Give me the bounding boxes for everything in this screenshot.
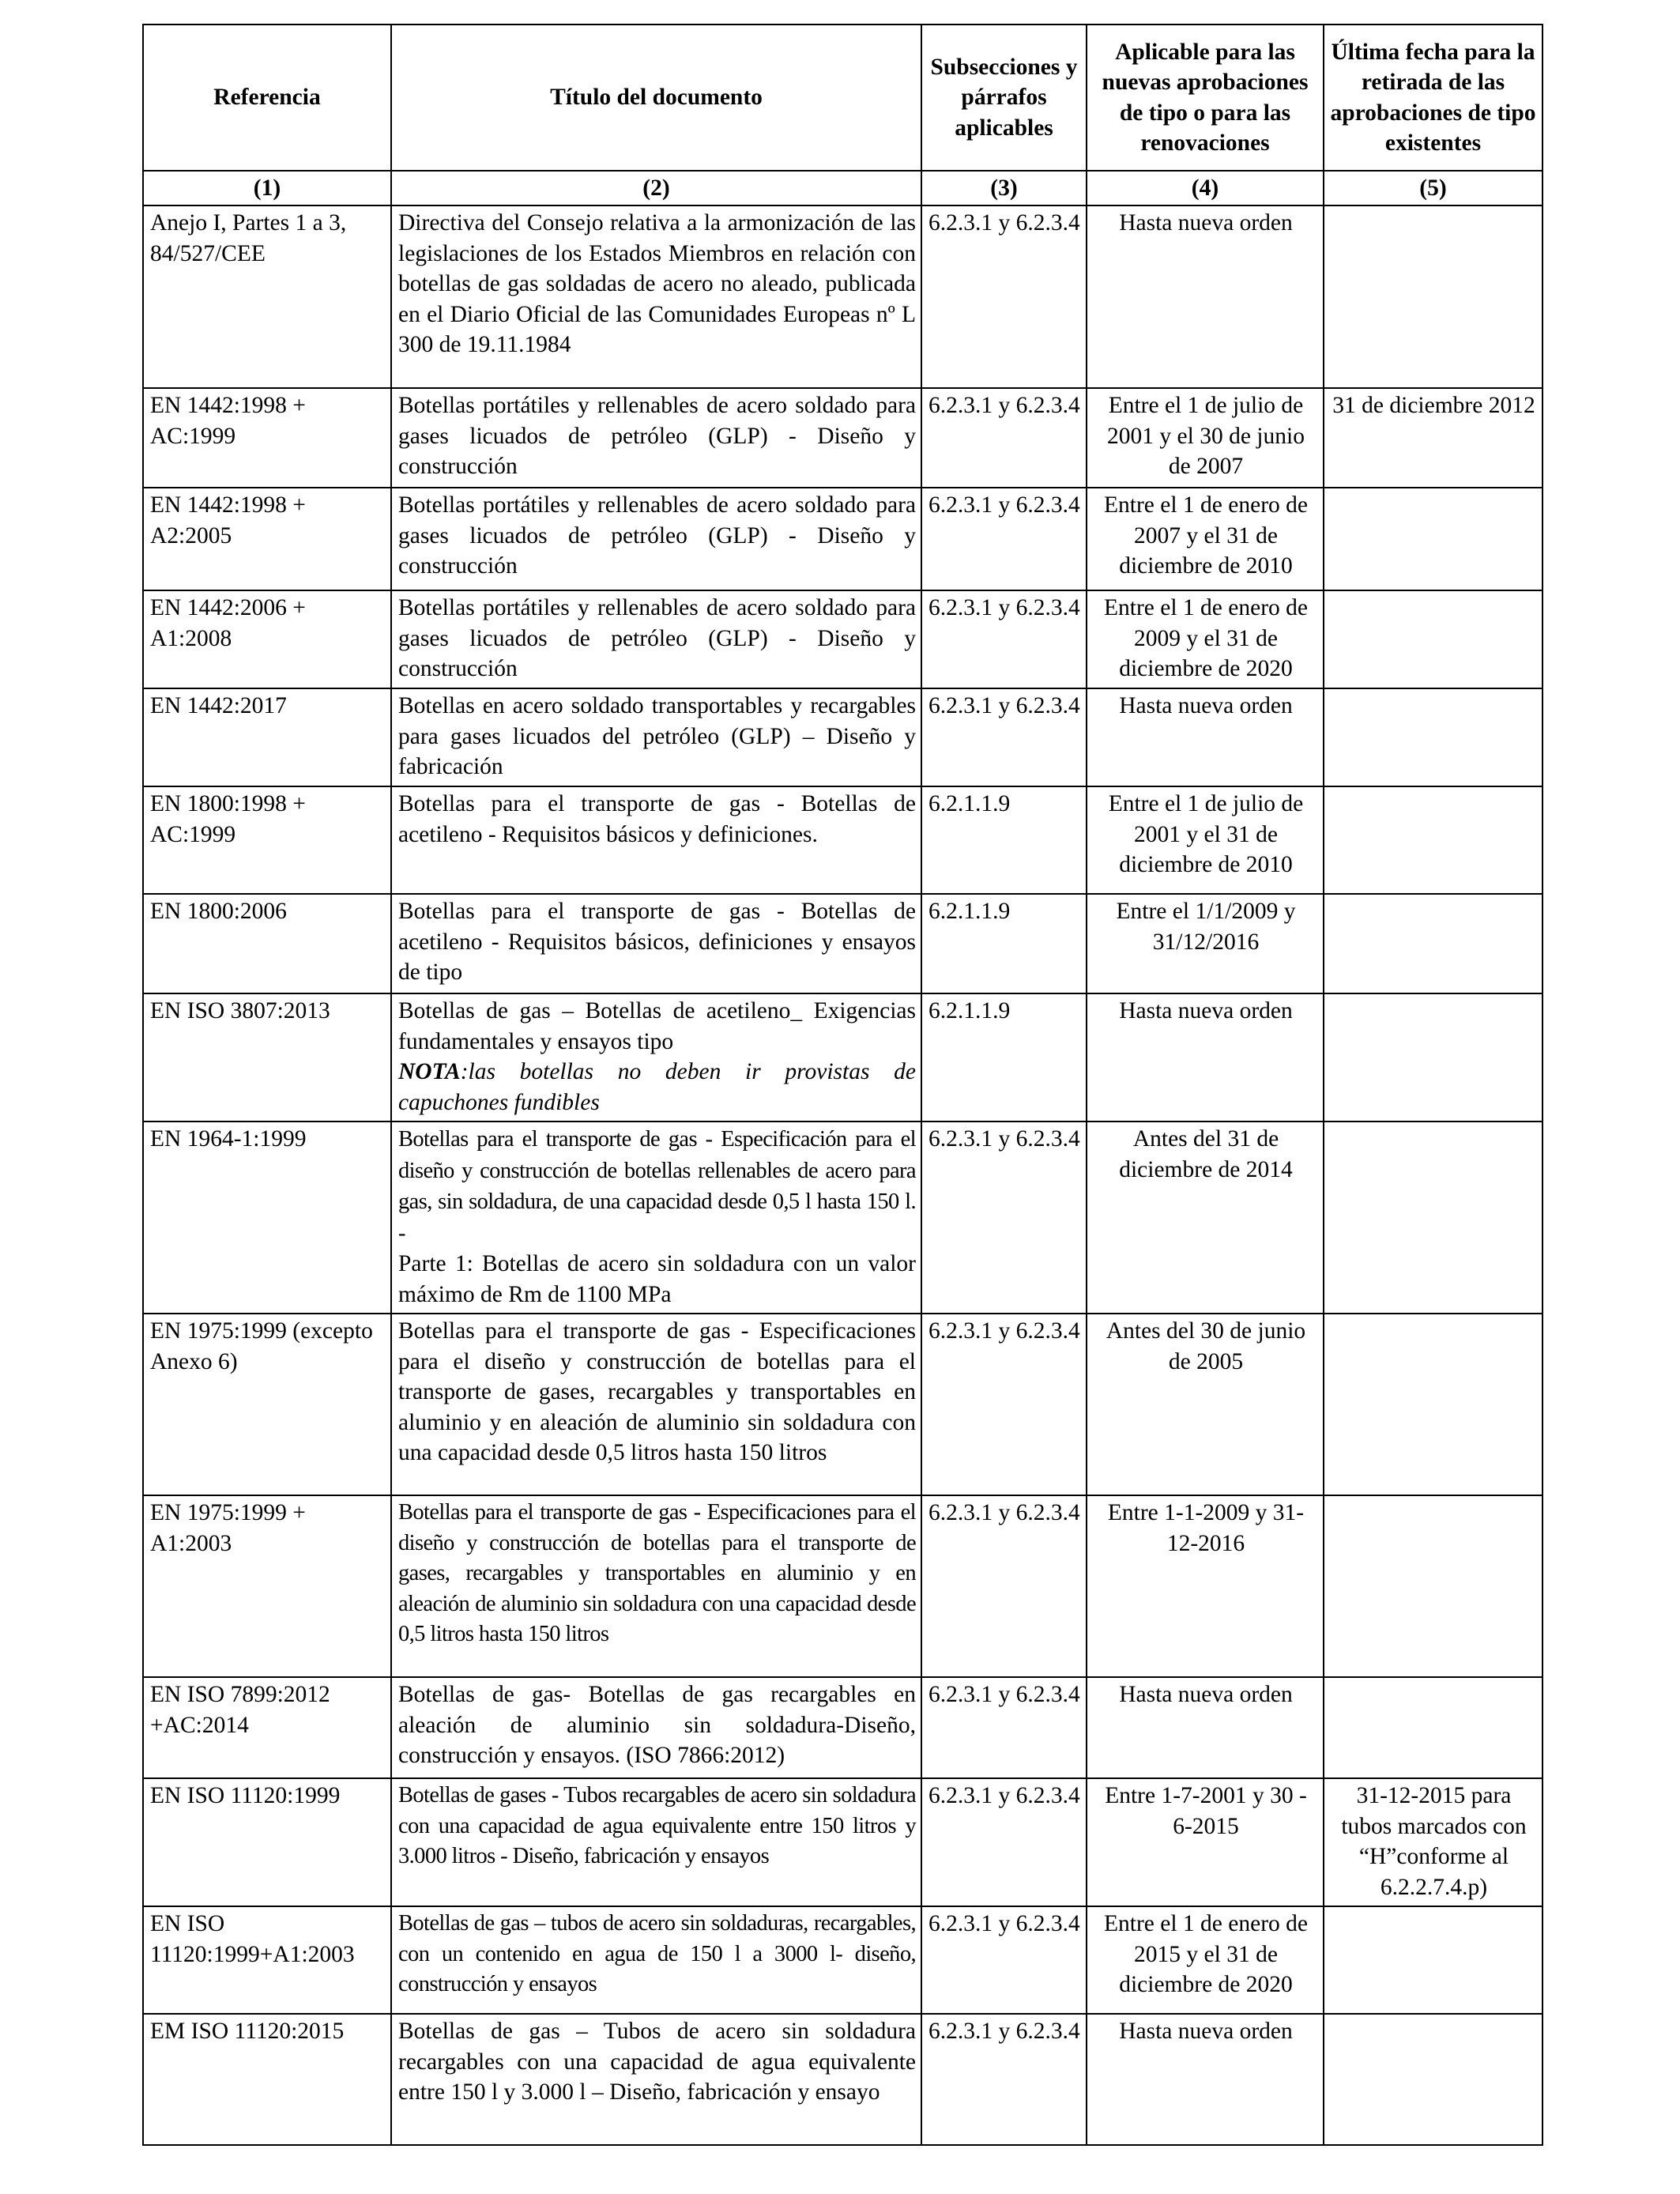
subsections-cell: 6.2.3.1 y 6.2.3.4	[921, 1677, 1087, 1778]
title-cell: Botellas de gas – Tubos de acero sin soldadura recargables con una capacidad de agua equivalente entre 150 l y 3.000 l – Diseño, fabricación y ensayo	[391, 2014, 921, 2145]
header-subsections: Subsecciones y párrafos aplicables	[921, 25, 1087, 171]
column-number: (2)	[391, 171, 921, 205]
title-cell: Botellas portátiles y rellenables de acero soldado para gases licuados de petróleo (GLP) - Diseño y construcción	[391, 488, 921, 590]
note-label: NOTA	[398, 1059, 461, 1084]
column-number: (4)	[1087, 171, 1324, 205]
table-row	[143, 388, 1543, 488]
applicable-cell: Antes del 31 de diciembre de 2014	[1087, 1122, 1324, 1314]
last-date-cell	[1324, 894, 1543, 993]
last-date-cell	[1324, 488, 1543, 590]
last-date-cell	[1324, 688, 1543, 786]
last-date-cell	[1324, 2014, 1543, 2145]
title-cell: Botellas para el transporte de gas - Especificaciones para el diseño y construcción de botellas para el transporte de gases, recargables y transportables en aluminio y en aleación de aluminio sin soldadura con una capacidad desde 0,5 litros hasta 150 litros	[391, 1314, 921, 1495]
reference-cell: EN 1442:1998 + A2:2005	[143, 488, 391, 590]
applicable-cell: Entre el 1 de julio de 2001 y el 30 de junio de 2007	[1087, 388, 1324, 488]
applicable-cell: Antes del 30 de junio de 2005	[1087, 1314, 1324, 1495]
table-row	[143, 1677, 1543, 1778]
table-row	[143, 894, 1543, 993]
title-part-text: Parte 1: Botellas de acero sin soldadura con un valor máximo de Rm de 1100 MPa	[398, 1251, 916, 1307]
applicable-cell: Hasta nueva orden	[1087, 205, 1324, 388]
applicable-cell: Entre 1-7-2001 y 30 - 6-2015	[1087, 1778, 1324, 1906]
applicable-cell: Entre el 1 de enero de 2009 y el 31 de diciembre de 2020	[1087, 590, 1324, 688]
title-cell: Botellas en acero soldado transportables y recargables para gases licuados del petróleo (GLP) – Diseño y fabricación	[391, 688, 921, 786]
reference-cell: EN 1442:2017	[143, 688, 391, 786]
title-text: Botellas para el transporte de gas - Especificación para el diseño y construcción de botellas rellenables de acero para gas, sin soldadura, de una capacidad desde 0,5 l hasta 150 l. -	[398, 1127, 916, 1246]
table-row	[143, 590, 1543, 688]
title-cell: Botellas de gases - Tubos recargables de acero sin soldadura con una capacidad de agua equivalente entre 150 litros y 3.000 litros - Diseño, fabricación y ensayos	[391, 1778, 921, 1906]
last-date-cell	[1324, 786, 1543, 894]
reference-cell: EN ISO 3807:2013	[143, 993, 391, 1122]
subsections-cell: 6.2.3.1 y 6.2.3.4	[921, 2014, 1087, 2145]
last-date-cell: 31-12-2015 para tubos marcados con “H”conforme al 6.2.2.7.4.p)	[1324, 1778, 1543, 1906]
title-cell: Botellas para el transporte de gas - Botellas de acetileno - Requisitos básicos y definiciones.	[391, 786, 921, 894]
title-cell: Botellas de gas- Botellas de gas recargables en aleación de aluminio sin soldadura-Diseño, construcción y ensayos. (ISO 7866:2012)	[391, 1677, 921, 1778]
last-date-cell	[1324, 205, 1543, 388]
applicable-cell: Hasta nueva orden	[1087, 688, 1324, 786]
title-cell: Directiva del Consejo relativa a la armonización de las legislaciones de los Estados Miembros en relación con botellas de gas soldadas de acero no aleado, publicada en el Diario Oficial de las Comunidades Europeas nº L 300 de 19.11.1984	[391, 205, 921, 388]
reference-cell: EN ISO 7899:2012 +AC:2014	[143, 1677, 391, 1778]
table-row	[143, 1314, 1543, 1495]
title-cell: Botellas de gas – tubos de acero sin soldaduras, recargables, con un contenido en agua de 150 l a 3000 l- diseño, construcción y ensayos	[391, 1906, 921, 2014]
header-reference: Referencia	[143, 25, 391, 171]
applicable-cell: Entre el 1 de enero de 2015 y el 31 de diciembre de 2020	[1087, 1906, 1324, 2014]
last-date-cell	[1324, 1122, 1543, 1314]
title-cell	[391, 993, 921, 1122]
last-date-cell	[1324, 1495, 1543, 1677]
subsections-cell: 6.2.3.1 y 6.2.3.4	[921, 205, 1087, 388]
applicable-cell: Entre el 1 de julio de 2001 y el 31 de diciembre de 2010	[1087, 786, 1324, 894]
last-date-cell	[1324, 993, 1543, 1122]
reference-cell: EN 1975:1999 + A1:2003	[143, 1495, 391, 1677]
reference-cell: EN 1800:2006	[143, 894, 391, 993]
subsections-cell: 6.2.1.1.9	[921, 786, 1087, 894]
last-date-cell	[1324, 590, 1543, 688]
applicable-cell: Entre el 1 de enero de 2007 y el 31 de diciembre de 2010	[1087, 488, 1324, 590]
subsections-cell: 6.2.3.1 y 6.2.3.4	[921, 388, 1087, 488]
reference-cell: Anejo I, Partes 1 a 3, 84/527/CEE	[143, 205, 391, 388]
column-number: (5)	[1324, 171, 1543, 205]
note-text: :las botellas no deben ir provistas de capuchones fundibles	[398, 1059, 916, 1115]
reference-cell: EN 1442:2006 + A1:2008	[143, 590, 391, 688]
title-text: Botellas de gas – Botellas de acetileno_ Exigencias fundamentales y ensayos tipo	[398, 998, 916, 1054]
last-date-cell	[1324, 1677, 1543, 1778]
standards-table	[142, 24, 1543, 2146]
reference-cell: EN 1964-1:1999	[143, 1122, 391, 1314]
subsections-cell: 6.2.3.1 y 6.2.3.4	[921, 1314, 1087, 1495]
table-row	[143, 205, 1543, 388]
reference-cell: EN ISO 11120:1999	[143, 1778, 391, 1906]
table-row	[143, 993, 1543, 1122]
applicable-cell: Entre 1-1-2009 y 31-12-2016	[1087, 1495, 1324, 1677]
applicable-cell: Hasta nueva orden	[1087, 1677, 1324, 1778]
title-cell	[391, 1122, 921, 1314]
subsections-cell: 6.2.3.1 y 6.2.3.4	[921, 1906, 1087, 2014]
table-row	[143, 688, 1543, 786]
header-last-date: Última fecha para la retirada de las aprobaciones de tipo existentes	[1324, 25, 1543, 171]
subsections-cell: 6.2.3.1 y 6.2.3.4	[921, 488, 1087, 590]
title-cell: Botellas para el transporte de gas - Especificaciones para el diseño y construcción de botellas para el transporte de gases, recargables y transportables en aluminio y en aleación de aluminio sin soldadura con una capacidad desde 0,5 litros hasta 150 litros	[391, 1495, 921, 1677]
header-applicable: Aplicable para las nuevas aprobaciones de tipo o para las renovaciones	[1087, 25, 1324, 171]
column-number: (3)	[921, 171, 1087, 205]
subsections-cell: 6.2.1.1.9	[921, 993, 1087, 1122]
header-row	[143, 25, 1543, 171]
applicable-cell: Hasta nueva orden	[1087, 2014, 1324, 2145]
title-cell: Botellas portátiles y rellenables de acero soldado para gases licuados de petróleo (GLP) - Diseño y construcción	[391, 590, 921, 688]
title-cell: Botellas para el transporte de gas - Botellas de acetileno - Requisitos básicos, definiciones y ensayos de tipo	[391, 894, 921, 993]
subsections-cell: 6.2.1.1.9	[921, 894, 1087, 993]
column-number-row	[143, 171, 1543, 205]
applicable-cell: Entre el 1/1/2009 y 31/12/2016	[1087, 894, 1324, 993]
table-row	[143, 786, 1543, 894]
reference-cell: EM ISO 11120:2015	[143, 2014, 391, 2145]
table-row	[143, 488, 1543, 590]
column-number: (1)	[143, 171, 391, 205]
applicable-cell: Hasta nueva orden	[1087, 993, 1324, 1122]
table-row	[143, 1495, 1543, 1677]
table-row	[143, 2014, 1543, 2145]
table-row	[143, 1906, 1543, 2014]
subsections-cell: 6.2.3.1 y 6.2.3.4	[921, 1495, 1087, 1677]
table-row	[143, 1122, 1543, 1314]
subsections-cell: 6.2.3.1 y 6.2.3.4	[921, 1122, 1087, 1314]
reference-cell: EN 1442:1998 + AC:1999	[143, 388, 391, 488]
last-date-cell	[1324, 1314, 1543, 1495]
reference-cell: EN 1800:1998 + AC:1999	[143, 786, 391, 894]
title-cell: Botellas portátiles y rellenables de acero soldado para gases licuados de petróleo (GLP) - Diseño y construcción	[391, 388, 921, 488]
header-document-title: Título del documento	[391, 25, 921, 171]
last-date-cell: 31 de diciembre 2012	[1324, 388, 1543, 488]
reference-cell: EN 1975:1999 (excepto Anexo 6)	[143, 1314, 391, 1495]
subsections-cell: 6.2.3.1 y 6.2.3.4	[921, 688, 1087, 786]
subsections-cell: 6.2.3.1 y 6.2.3.4	[921, 1778, 1087, 1906]
reference-cell: EN ISO 11120:1999+A1:2003	[143, 1906, 391, 2014]
subsections-cell: 6.2.3.1 y 6.2.3.4	[921, 590, 1087, 688]
table-row	[143, 1778, 1543, 1906]
last-date-cell	[1324, 1906, 1543, 2014]
